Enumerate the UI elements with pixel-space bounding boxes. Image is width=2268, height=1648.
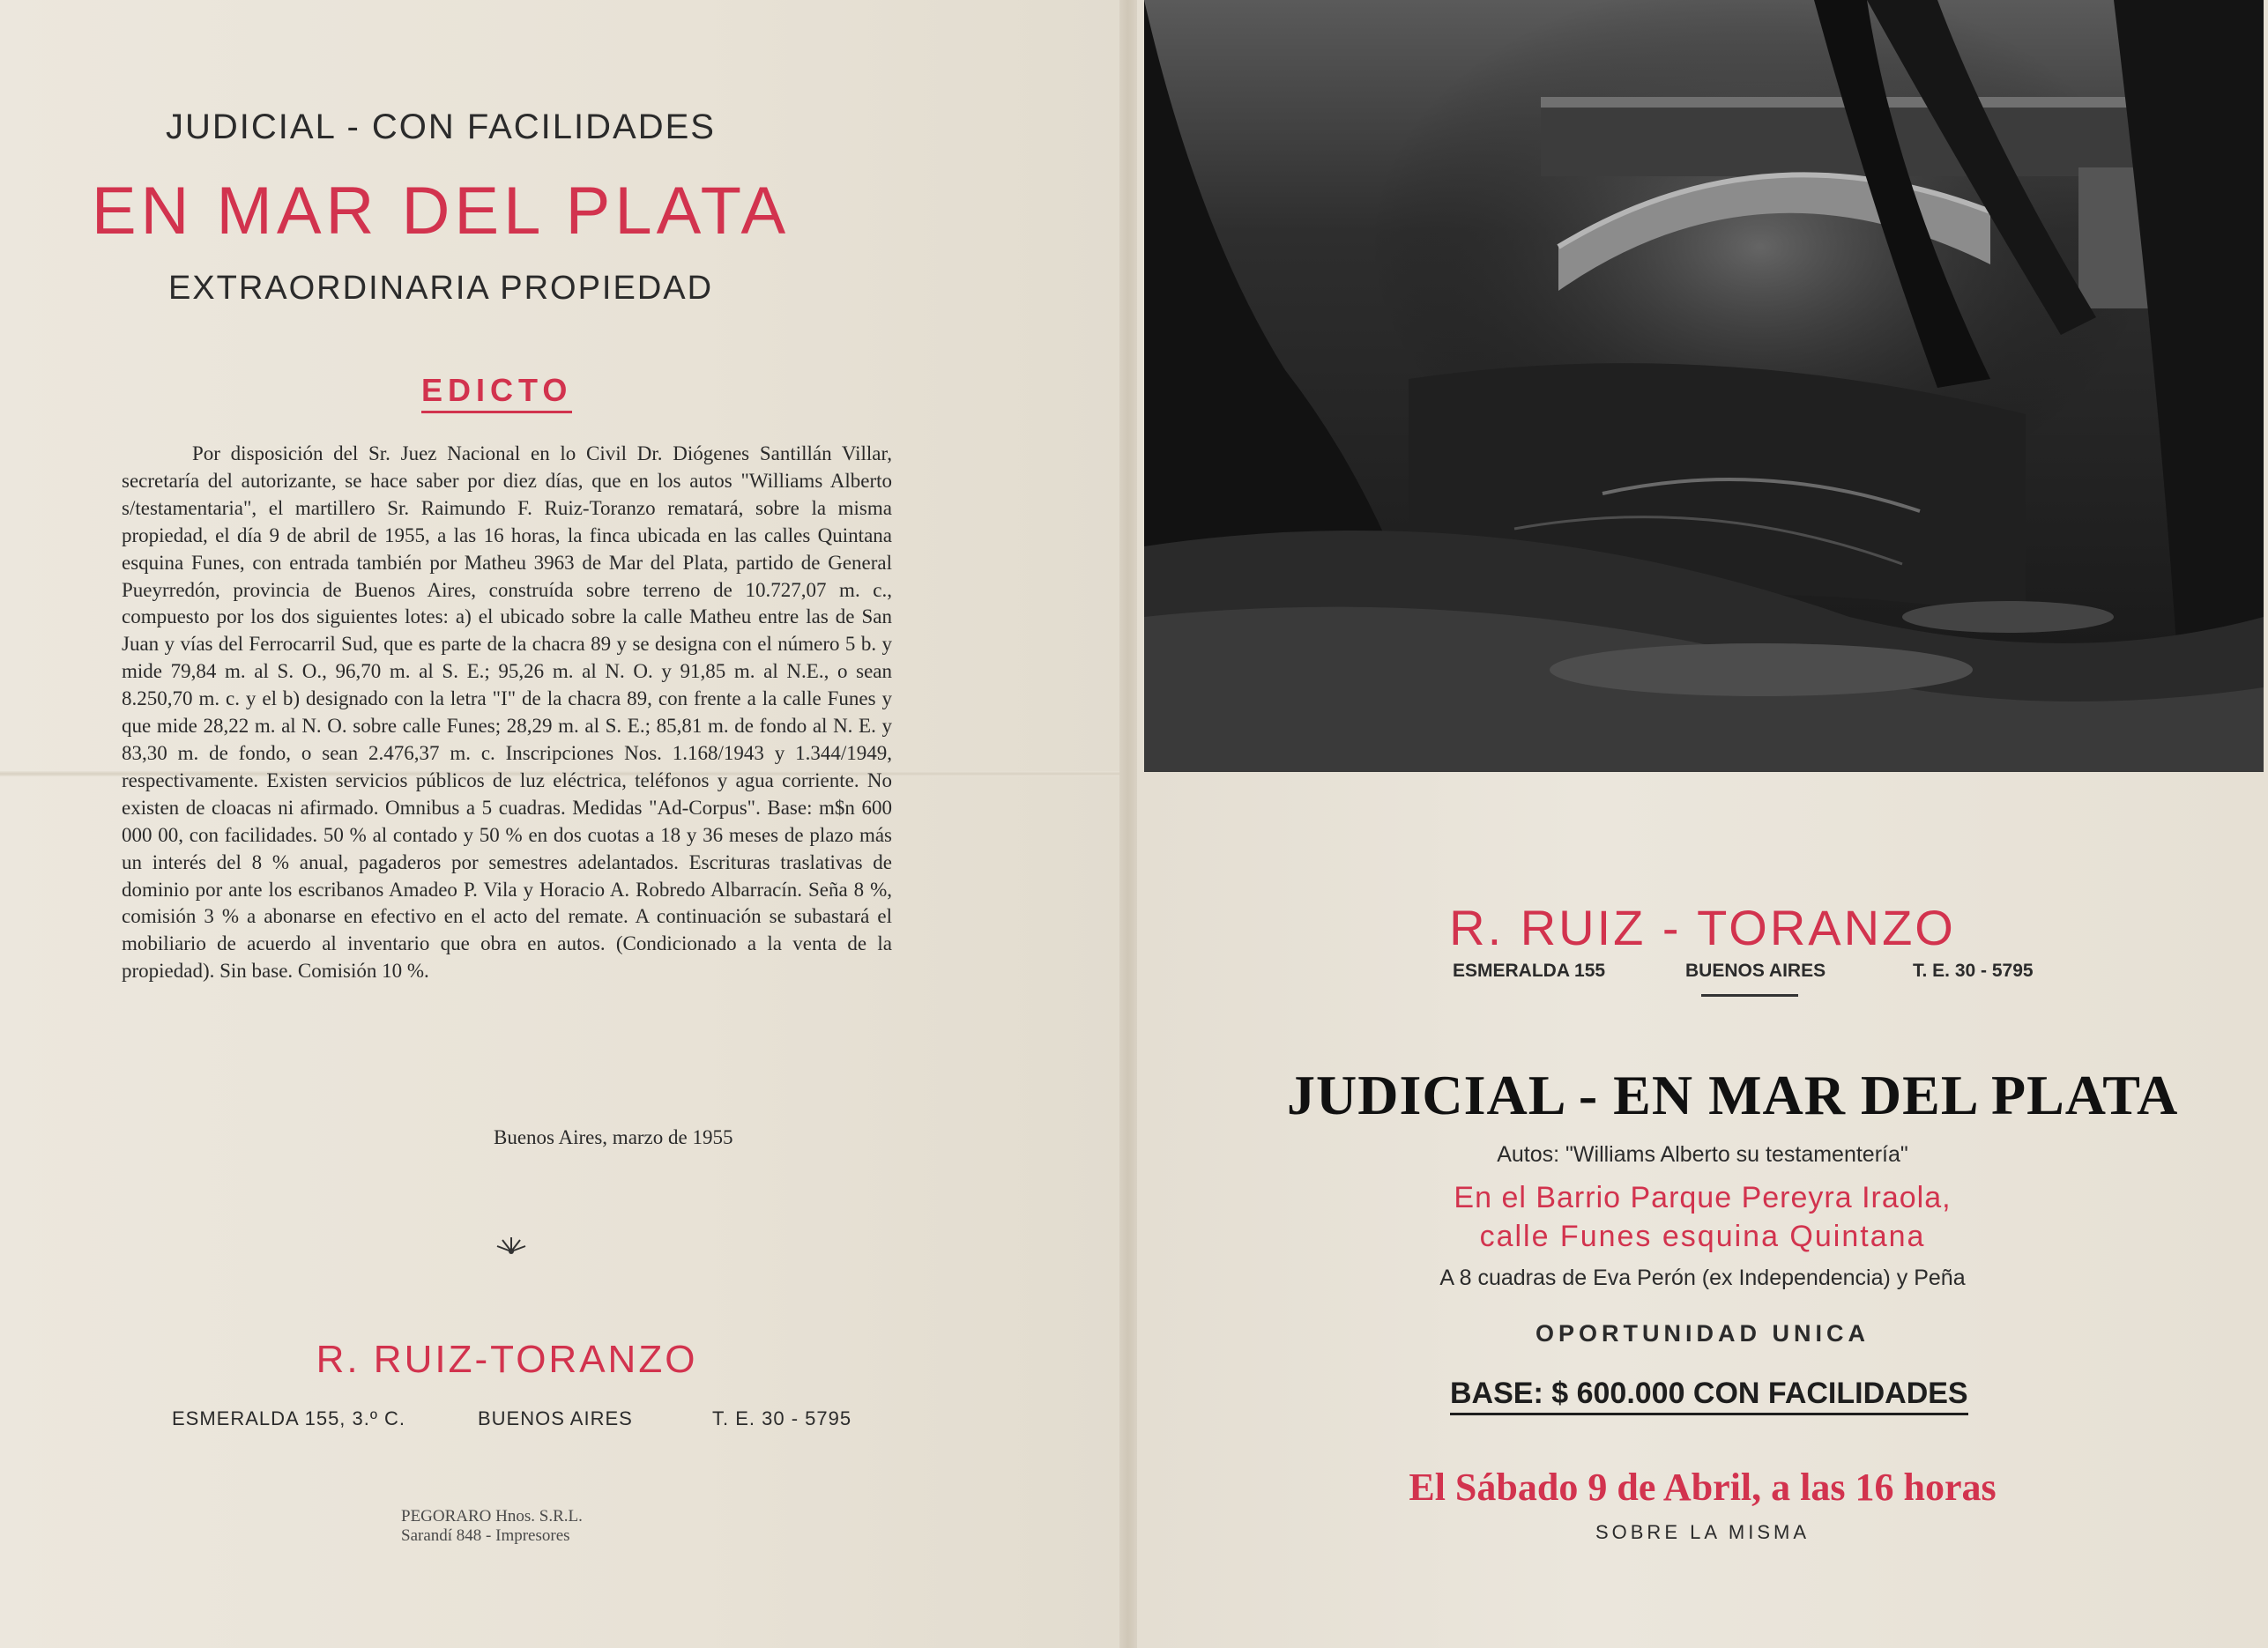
left-address: ESMERALDA 155, 3.º C. — [172, 1407, 406, 1429]
left-subtitle: EXTRAORDINARIA PROPIEDAD — [167, 270, 714, 307]
barrio-line-2: calle Funes esquina Quintana — [1479, 1220, 1926, 1253]
sobre-line: SOBRE LA MISMA — [1595, 1521, 1811, 1543]
left-header: JUDICIAL - CON FACILIDADES — [166, 108, 716, 146]
cuadras-line: A 8 cuadras de Eva Perón (ex Independencia) y Peña — [1439, 1266, 1966, 1290]
divider-rule — [1701, 994, 1798, 997]
right-city: BUENOS AIRES — [1685, 961, 1826, 981]
park-bridge-photo — [1144, 0, 2264, 772]
autos-line: Autos: "Williams Alberto su testamentería" — [1497, 1142, 1908, 1167]
right-auctioneer: R. RUIZ - TORANZO — [1449, 900, 1956, 955]
left-city-title: EN MAR DEL PLATA — [91, 174, 791, 249]
edict-body — [122, 441, 892, 985]
left-auctioneer: R. RUIZ-TORANZO — [316, 1338, 698, 1381]
edict-paragraph: Por disposición del Sr. Juez Nacional en lo Civil Dr. Diógenes Santillán Villar, secretaría del autorizante, se hace saber por diez días, que en los autos "Williams Alberto s/testamentaria", el martillero Sr. Raimundo F. Ruiz-Toranzo rematará, sobre la misma propiedad, el día 9 de abril de 1955, a las 16 horas, la finca ubicada en las calles Quintana esquina Funes, con entrada también por Matheu 3963 de Mar del Plata, partido de General Pueyrredón, provincia de Buenos Aires, construída sobre terreno de 10.727,07 m. c., compuesto por los dos siguientes lotes: a) el ubicado sobre la calle Matheu entre las de San Juan y vías del Ferrocarril Sud, que es parte de la chacra 89 y se designa con el número 5 b. y mide 79,84 m. al S. O., 96,70 m. al S. E.; 95,26 m. al N. O. y 91,85 m. al N.E., o sean 8.250,70 m. c. y el b) designado con la letra "I" de la chacra 89, con frente a la calle Funes y que mide 28,22 m. al N. O. sobre calle Funes; 28,29 m. al S. E.; 85,81 m. de fondo al N. E. y 83,30 m. de fondo, o sean 2.476,37 m. c. Inscripciones Nos. 1.168/1943 y 1.344/1949, respectivamente. Existen servicios públicos de luz eléctrica, teléfonos y agua corriente. No existen de cloacas ni afirmado. Omnibus a 5 cuadras. Medidas "Ad-Corpus". Base: m$n 600 000 00, con facilidades. 50 % al contado y 50 % en dos cuotas a 18 y 36 meses de plazo más un interés del 8 % anual, pagaderos por semestres adelantados. Escrituras traslativas de dominio por ante los escribanos Amadeo P. Vila y Horacio A. Robredo Albarracín. Seña 8 %, comisión 3 % a abonarse en efectivo en el acto del remate. A continuación se subastará el mobiliario de acuerdo al inventario que obra en autos. (Condicionado a la venta de la propiedad). Sin base. Comisión 10 %. — [122, 442, 892, 983]
edict-heading: EDICTO — [421, 372, 572, 413]
photo-illustration — [1144, 0, 2264, 772]
left-phone: T. E. 30 - 5795 — [712, 1407, 852, 1429]
edict-date: Buenos Aires, marzo de 1955 — [494, 1126, 733, 1148]
printer-name: PEGORARO Hnos. S.R.L. — [401, 1507, 583, 1526]
left-city: BUENOS AIRES — [478, 1407, 633, 1429]
right-address: ESMERALDA 155 — [1453, 961, 1606, 981]
auction-date: El Sábado 9 de Abril, a las 16 horas — [1409, 1466, 1997, 1509]
base-price: BASE: $ 600.000 CON FACILIDADES — [1450, 1377, 1968, 1415]
oportunidad-line: OPORTUNIDAD UNICA — [1536, 1320, 1870, 1347]
right-phone: T. E. 30 - 5795 — [1913, 961, 2034, 981]
ornament-icon — [494, 1236, 529, 1255]
barrio-line-1: En el Barrio Parque Pereyra Iraola, — [1454, 1181, 1952, 1214]
printer-address: Sarandí 848 - Impresores — [401, 1526, 570, 1545]
left-page — [0, 0, 1128, 1648]
right-headline: JUDICIAL - EN MAR DEL PLATA — [1287, 1064, 2179, 1126]
